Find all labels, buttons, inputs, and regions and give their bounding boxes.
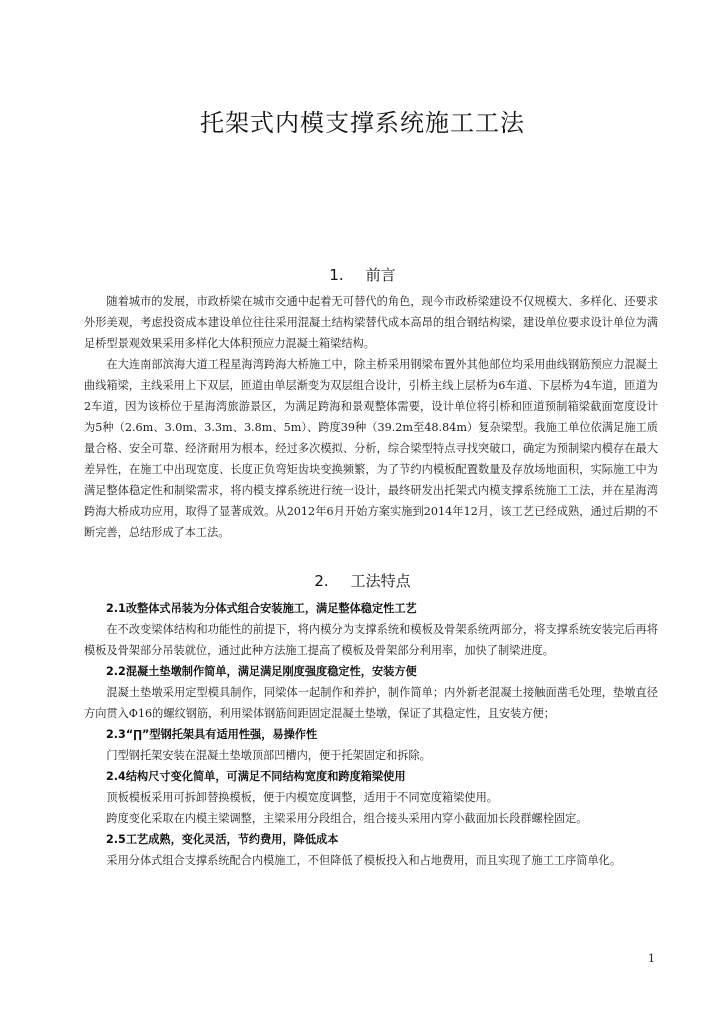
subsection-heading: 2.3“∏”型钢托架具有适用性强，易操作性 [106, 728, 318, 741]
paragraph: 在大连南部滨海大道工程星海湾跨海大桥施工中，除主桥采用钢梁布置外其他部位均采用曲线钢筋预应力混凝土曲线箱梁，主线采用上下双层，匝道由单层渐变为双层组合设计，引桥主线上层桥为6车道、下层桥为4车道，匝道为2车道，因为该桥位于星海湾旅游景区，为满足跨海和景观整体需要，设计单位将引桥和匝道预制箱梁截面宽度设计为5种（2.6m、3.0m、3.3m、3.8m、5m）、跨度39种（39.2m至48.84m）复杂梁型。我施工单位依满足施工质量合格、安全可靠、经济耐用为根本，经过多次模拟、分析，综合梁型特点寻找突破口，确定为预制梁内模存在最大差异性，在施工中出现宽度、长度正负弯矩齿块变换频繁，为了节约内模板配置数量及存放场地面积，实际施工中为满足整体稳定性和制梁需求，将内模支撑系统进行统一设计，最终研发出托架式内模支撑系统施工工法，并在星海湾跨海大桥成功应用，取得了显著成效。从2012年6月开始方案实施到2014年12月，该工艺已经成熟，通过后期的不断完善，总结形成了本工法。 [84, 358, 658, 539]
document-title: 托架式内模支撑系统施工工法 [200, 109, 525, 137]
subsection-heading: 2.4结构尺寸变化简单，可满足不同结构宽度和跨度箱梁使用 [106, 770, 406, 783]
paragraph: 在不改变梁体结构和功能性的前提下，将内模分为支撑系统和模板及骨架系统两部分，将支撑系统安装完后再将模板及骨架部分吊装就位，通过此种方法施工提高了模板及骨架部分利用率，加快了制梁进度。 [84, 623, 658, 657]
page-number: 1 [648, 952, 655, 965]
paragraph: 采用分体式组合支撑系统配合内模施工，不但降低了模板投入和占地费用，而且实现了施工工序简单化。 [106, 854, 622, 867]
paragraph: 门型钢托架安装在混凝土垫墩顶部凹槽内，便于托架固定和拆除。 [106, 749, 431, 762]
section-body-1 [84, 291, 658, 543]
paragraph: 顶板模板采用可拆卸替换模板，便于内模宽度调整，适用于不同宽度箱梁使用。 [106, 791, 498, 804]
section-heading-1 [0, 264, 725, 285]
section-body-2 [84, 598, 658, 871]
section-heading-2 [0, 570, 725, 591]
subsection-heading: 2.5工艺成熟，变化灵活，节约费用，降低成本 [106, 833, 339, 846]
paragraph: 跨度变化采取在内模主梁调整，主梁采用分段组合，组合接头采用内穿小截面加长段群螺栓固定。 [106, 812, 588, 825]
paragraph: 混凝土垫墩采用定型模具制作，同梁体一起制作和养护，制作简单；内外新老混凝土接触面凿毛处理，垫墩直径方向贯入Φ16的螺纹钢筋，利用梁体钢筋间距固定混凝土垫墩，保证了其稳定性，且安装方便； [84, 686, 658, 720]
section-title: 前言 [365, 266, 396, 284]
subsection-heading: 2.2混凝土垫墩制作简单，满足满足刚度强度稳定性，安装方便 [106, 665, 417, 678]
section-number: 2. [314, 572, 329, 590]
section-title: 工法特点 [350, 572, 411, 590]
subsection-heading: 2.1改整体式吊装为分体式组合安装施工，满足整体稳定性工艺 [106, 602, 417, 615]
paragraph: 随着城市的发展，市政桥梁在城市交通中起着无可替代的角色，现今市政桥梁建设不仅规模大、多样化、还要求外形美观，考虑投资成本建设单位往往采用混凝土结构梁替代成本高昂的组合钢结构梁，建设单位要求设计单位为满足桥型景观效果采用多样化大体积预应力混凝土箱梁结构。 [84, 295, 658, 350]
section-number: 1. [329, 266, 344, 284]
